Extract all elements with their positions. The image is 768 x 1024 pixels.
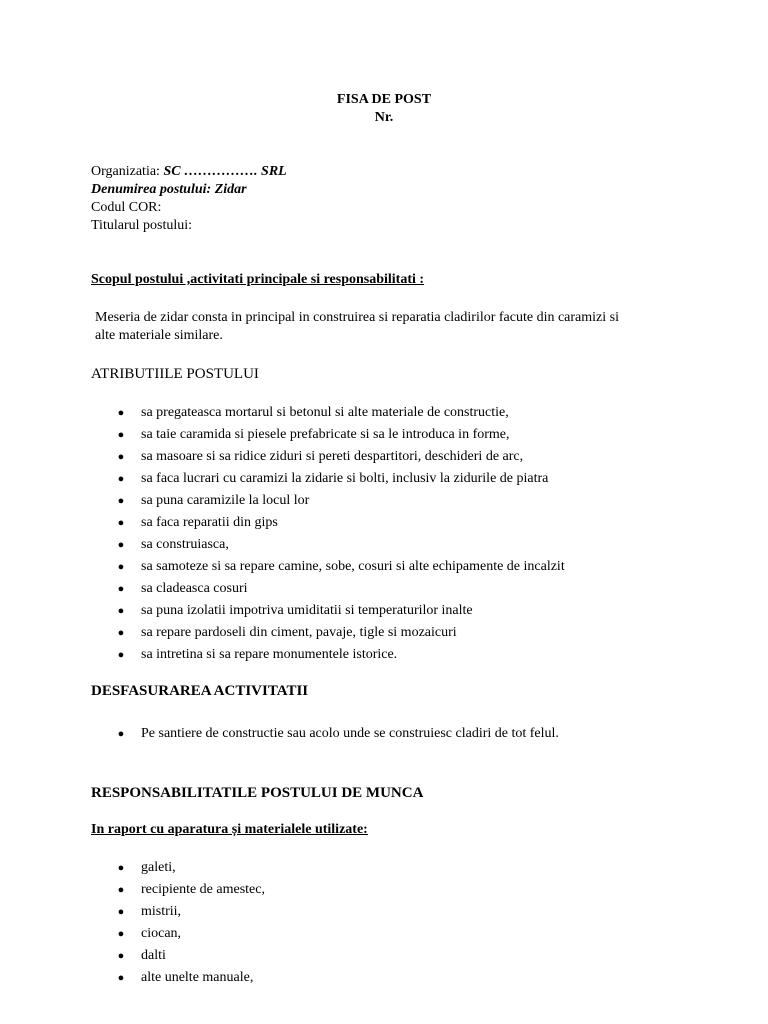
list-item: ● alte unelte manuale, [116,967,265,989]
duties-heading: ATRIBUTIILE POSTULUI [91,366,259,382]
organization-value: SC ……………. SRL [163,164,287,179]
bullet-icon: ● [117,517,125,529]
scope-paragraph-line2: alte materiale similare. [95,328,223,343]
bullet-icon: ● [117,906,125,918]
equipment-list [116,857,265,989]
list-item: ● sa masoare si sa ridice ziduri si pereti despartitori, deschideri de arc, [116,446,565,468]
bullet-icon: ● [117,862,125,874]
bullet-icon: ● [117,539,125,551]
list-item: ● sa cladeasca cosuri [116,578,565,600]
list-item: ● sa taie caramida si piesele prefabricate si sa le introduca in forme, [116,424,565,446]
list-item: ● sa faca reparatii din gips [116,512,565,534]
bullet-icon: ● [117,451,125,463]
bullet-icon: ● [117,473,125,485]
organization-label: Organizatia: [91,164,164,179]
scope-heading: Scopul postului ,activitati principale si responsabilitati : [91,272,425,287]
bullet-icon: ● [117,583,125,595]
responsibilities-heading: RESPONSABILITATILE POSTULUI DE MUNCA [91,785,424,801]
position-holder-label: Titularul postului: [91,218,193,233]
bullet-icon: ● [117,605,125,617]
position-name: Denumirea postului: Zidar [91,182,247,197]
document-number: Nr. [374,110,394,125]
list-item: ● ciocan, [116,923,265,945]
bullet-icon: ● [117,884,125,896]
list-item: ● mistrii, [116,901,265,923]
document-title: FISA DE POST [336,92,432,107]
activity-list [116,723,559,745]
bullet-icon: ● [117,728,125,740]
list-item: ● sa construiasca, [116,534,565,556]
list-item: ● Pe santiere de constructie sau acolo unde se construiesc cladiri de tot felul. [116,723,559,745]
organization-line [91,163,287,181]
list-item: ● recipiente de amestec, [116,879,265,901]
activity-heading: DESFASURAREA ACTIVITATII [91,683,309,699]
scope-paragraph-line1: Meseria de zidar consta in principal in construirea si reparatia cladirilor facute din caramizi si [95,310,619,325]
list-item: ● sa puna caramizile la locul lor [116,490,565,512]
list-item: ● sa pregateasca mortarul si betonul si alte materiale de constructie, [116,402,565,424]
bullet-icon: ● [117,561,125,573]
bullet-icon: ● [117,950,125,962]
bullet-icon: ● [117,972,125,984]
list-item: ● galeti, [116,857,265,879]
bullet-icon: ● [117,649,125,661]
equipment-subheading: In raport cu aparatura și materialele utilizate: [91,822,368,837]
duties-list [116,402,565,666]
bullet-icon: ● [117,928,125,940]
list-item: ● sa repare pardoseli din ciment, pavaje, tigle si mozaicuri [116,622,565,644]
list-item: ● sa faca lucrari cu caramizi la zidarie si bolti, inclusiv la zidurile de piatra [116,468,565,490]
bullet-icon: ● [117,627,125,639]
list-item: ● sa intretina si sa repare monumentele istorice. [116,644,565,666]
bullet-icon: ● [117,407,125,419]
list-item: ● sa puna izolatii impotriva umiditatii si temperaturilor inalte [116,600,565,622]
cor-code-label: Codul COR: [91,200,162,215]
list-item: ● dalti [116,945,265,967]
bullet-icon: ● [117,495,125,507]
list-item: ● sa samoteze si sa repare camine, sobe, cosuri si alte echipamente de incalzit [116,556,565,578]
bullet-icon: ● [117,429,125,441]
